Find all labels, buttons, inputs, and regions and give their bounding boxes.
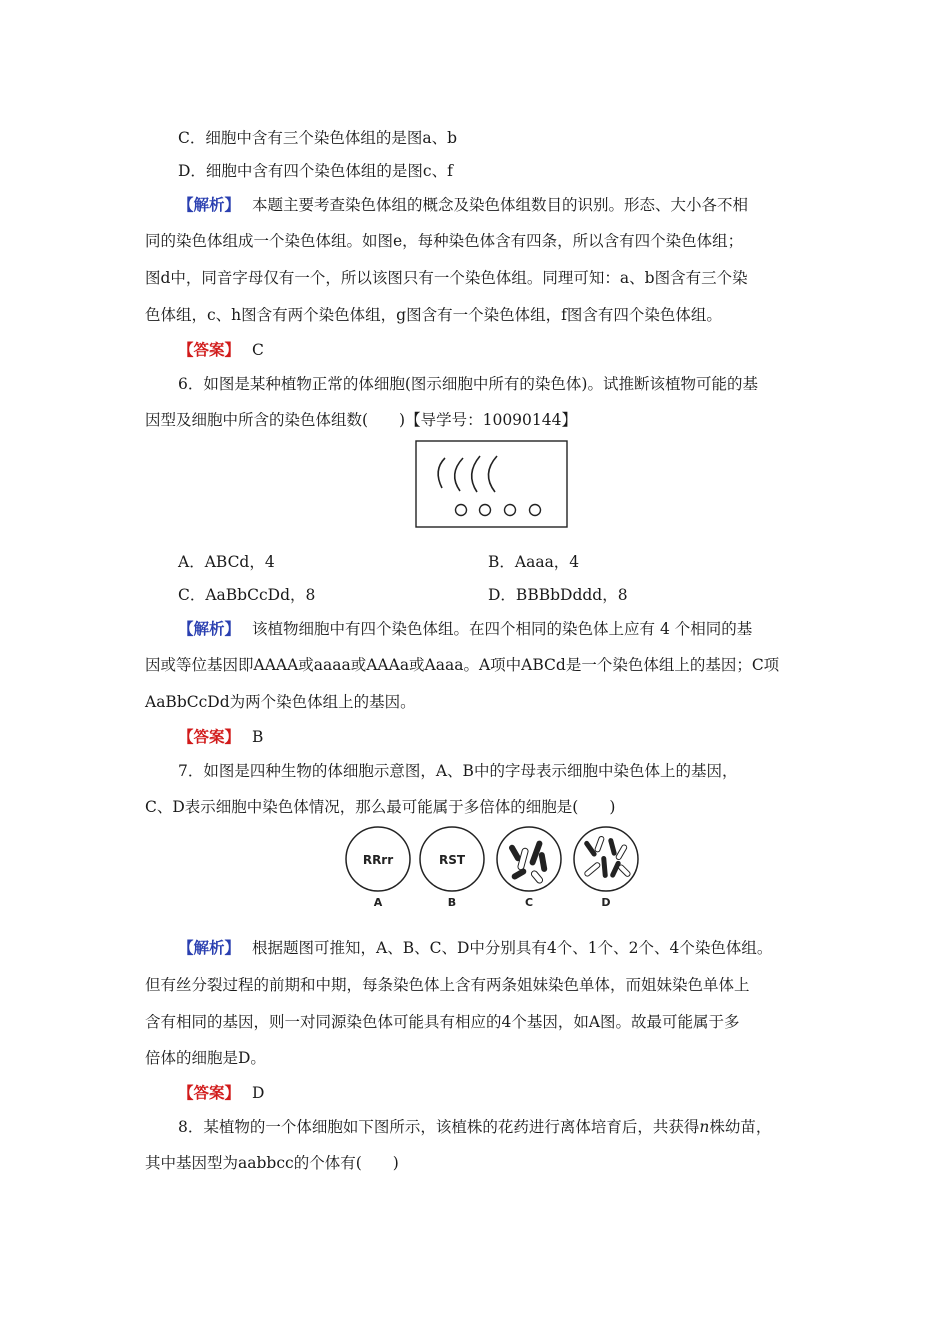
analysis-text: 根据题图可推知，A、B、C、D中分别具有4个、1个、2个、4个染色体组。 (252, 939, 773, 957)
cell-outline (416, 441, 567, 527)
q6-answer (178, 727, 263, 747)
q8-stem-part-1: 8．某植物的一个体细胞如下图所示，该植株的花药进行离体培育后，共获得 (178, 1118, 700, 1136)
cell-label-c: C (524, 896, 534, 909)
q7-answer (178, 1083, 264, 1103)
q5-analysis-line-3: 图d中，同音字母仅有一个，所以该图只有一个染色体组。同理可知：a、b图含有三个染 (145, 269, 748, 287)
q7-cells-figure (340, 826, 650, 912)
analysis-tag: 【解析】 (178, 619, 241, 638)
cell-d (574, 827, 638, 891)
q5-analysis-line-1 (178, 195, 748, 215)
q8-variable-n: n (699, 1118, 710, 1136)
cell-label-d: D (601, 896, 611, 909)
q5-answer (178, 340, 264, 360)
q5-option-d: D．细胞中含有四个染色体组的是图c、f (178, 162, 453, 180)
chromosome-long-2 (455, 458, 463, 491)
q6-option-d: D．BBBbDddd，8 (488, 586, 628, 604)
answer-value: B (252, 728, 264, 746)
q6-option-a: A．ABCd，4 (178, 553, 275, 571)
chromosome-short-3 (505, 505, 516, 516)
analysis-tag: 【解析】 (178, 938, 241, 957)
q6-stem-line-2: 因型及细胞中所含的染色体组数( )【导学号：10090144】 (145, 411, 577, 429)
cell-b (420, 827, 484, 891)
q7-stem-line-2: C、D表示细胞中染色体情况，那么最可能属于多倍体的细胞是( ) (145, 798, 616, 816)
chromosome-long-1 (438, 458, 445, 488)
q8-stem-line-1 (178, 1117, 771, 1137)
answer-value: D (252, 1084, 265, 1102)
chromosome-long-4 (488, 456, 497, 492)
q6-option-b: B．Aaaa，4 (488, 553, 580, 571)
q7-stem-line-1: 7．如图是四种生物的体细胞示意图，A、B中的字母表示细胞中染色体上的基因， (178, 762, 738, 780)
cell-a-genes: RRrr (362, 853, 394, 867)
chromosome-long-3 (472, 456, 480, 492)
q6-option-c: C．AaBbCcDd，8 (178, 586, 316, 604)
q7-analysis-line-4: 倍体的细胞是D。 (145, 1049, 266, 1067)
q5-analysis-line-2: 同的染色体组成一个染色体组。如图e，每种染色体含有四条，所以含有四个染色体组； (145, 232, 744, 250)
answer-tag: 【答案】 (178, 727, 241, 746)
q8-stem-part-2: 株幼苗， (709, 1118, 772, 1136)
answer-tag: 【答案】 (178, 340, 241, 359)
answer-tag: 【答案】 (178, 1083, 241, 1102)
q6-cell-figure (415, 440, 570, 530)
cell-label-a: A (373, 896, 383, 909)
cell-label-b: B (447, 896, 457, 909)
q7-analysis-line-1 (178, 938, 772, 958)
cell-a (346, 827, 410, 891)
q8-stem-line-2: 其中基因型为aabbcc的个体有( ) (145, 1154, 399, 1172)
q7-analysis-line-3: 含有相同的基因，则一对同源染色体可能具有相应的4个基因，如A图。故最可能属于多 (145, 1013, 740, 1031)
analysis-tag: 【解析】 (178, 195, 241, 214)
q6-analysis-line-2: 因或等位基因即AAAA或aaaa或AAAa或Aaaa。A项中ABCd是一个染色体组上的基因；C项 (145, 656, 780, 674)
q6-option-row-1 (178, 552, 580, 572)
q6-analysis-line-3: AaBbCcDd为两个染色体组上的基因。 (145, 693, 416, 711)
chromosome-short-1 (456, 505, 467, 516)
q6-option-row-2 (178, 585, 628, 605)
q6-analysis-line-1 (178, 619, 752, 639)
q6-stem-line-1: 6．如图是某种植物正常的体细胞(图示细胞中所有的染色体)。试推断该植物可能的基 (178, 375, 758, 393)
chromosome-short-2 (480, 505, 491, 516)
q7-analysis-line-2: 但有丝分裂过程的前期和中期，每条染色体上含有两条姐妹染色单体，而姐妹染色单体上 (145, 976, 750, 994)
analysis-text: 该植物细胞中有四个染色体组。在四个相同的染色体上应有 4 个相同的基 (252, 620, 753, 638)
cell-b-genes: RST (438, 853, 466, 867)
q5-analysis-line-4: 色体组，c、h图含有两个染色体组，g图含有一个染色体组，f图含有四个染色体组。 (145, 306, 722, 324)
q5-option-c: C．细胞中含有三个染色体组的是图a、b (178, 129, 458, 147)
analysis-text: 本题主要考查染色体组的概念及染色体组数目的识别。形态、大小各不相 (252, 196, 749, 214)
cell-c (497, 827, 561, 891)
chromosome-short-4 (530, 505, 541, 516)
answer-value: C (252, 341, 264, 359)
